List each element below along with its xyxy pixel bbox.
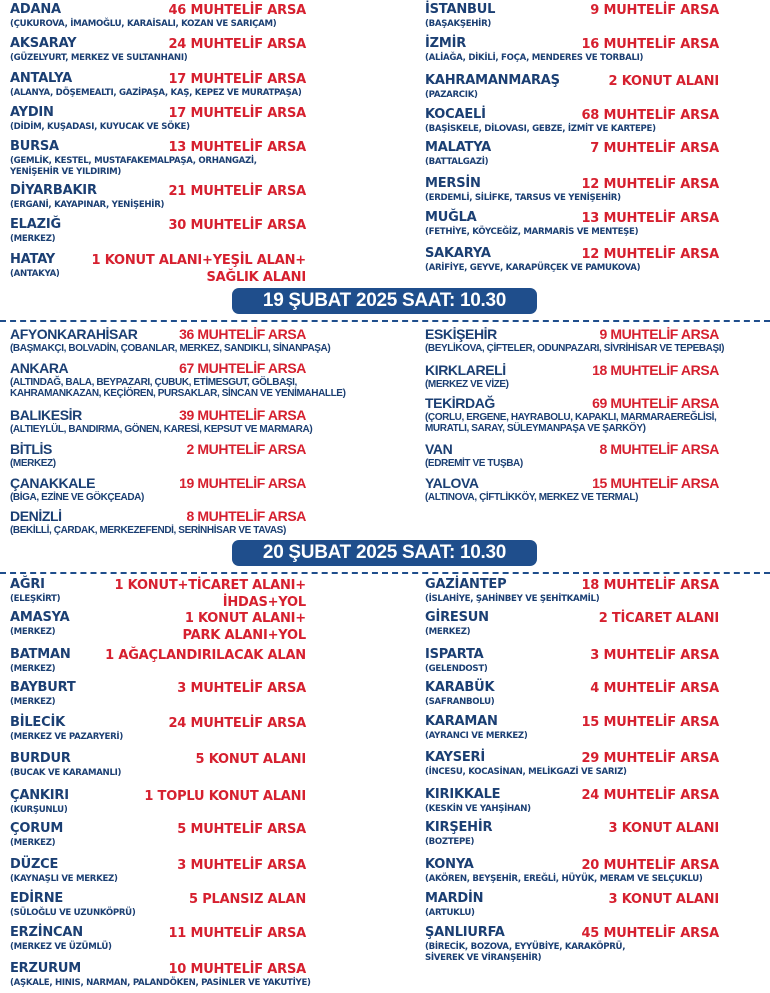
- parcel-count: 9 MUHTELİF ARSA: [590, 3, 719, 18]
- parcel-count: 24 MUHTELİF ARSA: [168, 37, 306, 52]
- province-name: KOCAELİ: [425, 107, 486, 122]
- province-name: HATAY: [10, 252, 56, 267]
- district-list: (BUCAK VE KARAMANLI): [10, 768, 122, 778]
- district-list: (MERKEZ): [10, 838, 56, 848]
- district-list: (ERDEMLİ, SİLİFKE, TARSUS VE YENİŞEHİR): [425, 193, 621, 203]
- province-name: ŞANLIURFA: [425, 925, 505, 940]
- province-name: ELAZIĞ: [10, 217, 61, 232]
- parcel-count: 12 MUHTELİF ARSA: [581, 247, 719, 262]
- province-name: ERZİNCAN: [10, 925, 83, 940]
- province-name: KONYA: [425, 857, 474, 872]
- date-banner: 20 ŞUBAT 2025 SAAT: 10.30: [232, 540, 537, 566]
- province-name: EDİRNE: [10, 891, 64, 906]
- parcel-count: 17 MUHTELİF ARSA: [168, 106, 306, 121]
- province-name: ANTALYA: [10, 71, 72, 86]
- parcel-count: 24 MUHTELİF ARSA: [168, 716, 306, 731]
- parcel-count: 4 MUHTELİF ARSA: [590, 681, 719, 696]
- province-name: ÇORUM: [10, 821, 64, 836]
- province-name: BURSA: [10, 139, 59, 154]
- district-list: (GEMLİK, KESTEL, MUSTAFAKEMALPAŞA, ORHANGAZİ, YENİŞEHİR VE YILDIRIM): [10, 156, 257, 177]
- district-list: (ÇUKUROVA, İMAMOĞLU, KARAİSALI, KOZAN VE SARIÇAM): [10, 19, 277, 29]
- district-list: (ARTUKLU): [425, 908, 475, 918]
- parcel-count: 3 MUHTELİF ARSA: [590, 648, 719, 663]
- district-list: (MERKEZ): [10, 458, 56, 469]
- parcel-count: 12 MUHTELİF ARSA: [581, 177, 719, 192]
- parcel-count: 46 MUHTELİF ARSA: [168, 3, 306, 18]
- parcel-count: 15 MUHTELİF ARSA: [581, 715, 719, 730]
- district-list: (BAŞAKŞEHİR): [425, 19, 492, 29]
- parcel-count: 17 MUHTELİF ARSA: [168, 72, 306, 87]
- province-name: MALATYA: [425, 140, 492, 155]
- province-name: BİTLİS: [10, 441, 52, 457]
- district-list: (BİRECİK, BOZOVA, EYYÜBİYE, KARAKÖPRÜ, SİVEREK VE VİRANŞEHİR): [425, 942, 626, 963]
- district-list: (ALTIEYLÜL, BANDIRMA, GÖNEN, KARESİ, KEPSUT VE MARMARA): [10, 424, 313, 435]
- province-name: ADANA: [10, 2, 61, 17]
- district-list: (ALİAĞA, DİKİLİ, FOÇA, MENDERES VE TORBALI): [425, 53, 644, 63]
- province-name: BALIKESİR: [10, 407, 82, 423]
- parcel-count: 1 KONUT+TİCARET ALANI+ İHDAS+YOL: [114, 578, 306, 610]
- parcel-count: 9 MUHTELİF ARSA: [599, 326, 719, 342]
- province-name: BAYBURT: [10, 680, 76, 695]
- province-name: GAZİANTEP: [425, 577, 507, 592]
- parcel-count: 3 MUHTELİF ARSA: [177, 858, 306, 873]
- province-name: BİLECİK: [10, 715, 65, 730]
- province-name: AYDIN: [10, 105, 54, 120]
- parcel-count: 5 KONUT ALANI: [195, 752, 306, 767]
- parcel-count: 1 KONUT ALANI+ PARK ALANI+YOL: [182, 611, 306, 643]
- district-list: (AKÖREN, BEYŞEHİR, EREĞLİ, HÜYÜK, MERAM VE SELÇUKLU): [425, 874, 703, 884]
- province-name: YALOVA: [425, 475, 479, 491]
- district-list: (ALANYA, DÖŞEMEALTI, GAZİPAŞA, KAŞ, KEPEZ VE MURATPAŞA): [10, 88, 302, 98]
- province-name: KIRIKKALE: [425, 787, 501, 802]
- province-name: DENİZLİ: [10, 508, 62, 524]
- district-list: (İNCESU, KOCASİNAN, MELİKGAZİ VE SARIZ): [425, 767, 627, 777]
- district-list: (ELEŞKİRT): [10, 594, 61, 604]
- district-list: (KAYNAŞLI VE MERKEZ): [10, 874, 118, 884]
- province-name: KIRŞEHİR: [425, 820, 493, 835]
- province-name: ÇANAKKALE: [10, 475, 96, 491]
- parcel-count: 69 MUHTELİF ARSA: [592, 395, 719, 411]
- district-list: (BAŞİSKELE, DİLOVASI, GEBZE, İZMİT VE KARTEPE): [425, 124, 656, 134]
- district-list: (MERKEZ): [10, 234, 56, 244]
- parcel-count: 1 KONUT ALANI+YEŞİL ALAN+ SAĞLIK ALANI: [91, 253, 306, 285]
- district-list: (MERKEZ): [425, 627, 471, 637]
- parcel-count: 1 TOPLU KONUT ALANI: [144, 789, 306, 804]
- parcel-count: 2 TİCARET ALANI: [598, 611, 719, 626]
- parcel-count: 8 MUHTELİF ARSA: [599, 441, 719, 457]
- district-list: (BAŞMAKÇI, BOLVADİN, ÇOBANLAR, MERKEZ, SANDIKLI, SİNANPAŞA): [10, 343, 331, 354]
- province-name: KARABÜK: [425, 680, 495, 695]
- parcel-count: 11 MUHTELİF ARSA: [168, 926, 306, 941]
- parcel-count: 13 MUHTELİF ARSA: [168, 140, 306, 155]
- district-list: (GELENDOST): [425, 664, 488, 674]
- parcel-count: 20 MUHTELİF ARSA: [581, 858, 719, 873]
- province-name: AMASYA: [10, 610, 70, 625]
- district-list: (ÇORLU, ERGENE, HAYRABOLU, KAPAKLI, MARMARAEREĞLİSİ, MURATLI, SARAY, SÜLEYMANPAŞA VE ŞARKÖY): [425, 412, 717, 434]
- parcel-count: 3 KONUT ALANI: [608, 821, 719, 836]
- district-list: (BATTALGAZİ): [425, 157, 489, 167]
- parcel-count: 8 MUHTELİF ARSA: [186, 508, 306, 524]
- province-name: ÇANKIRI: [10, 788, 69, 803]
- district-list: (MERKEZ VE VİZE): [425, 379, 509, 390]
- province-name: MUĞLA: [425, 210, 477, 225]
- province-name: AĞRI: [10, 577, 45, 592]
- parcel-count: 67 MUHTELİF ARSA: [179, 360, 306, 376]
- parcel-count: 24 MUHTELİF ARSA: [581, 788, 719, 803]
- parcel-count: 68 MUHTELİF ARSA: [581, 108, 719, 123]
- parcel-count: 16 MUHTELİF ARSA: [581, 37, 719, 52]
- province-name: DİYARBAKIR: [10, 183, 97, 198]
- district-list: (MERKEZ VE PAZARYERİ): [10, 732, 123, 742]
- dashed-divider: [0, 320, 770, 322]
- province-name: KAHRAMANMARAŞ: [425, 73, 560, 88]
- parcel-count: 1 AĞAÇLANDIRILACAK ALAN: [105, 648, 306, 663]
- province-name: GİRESUN: [425, 610, 489, 625]
- province-name: KIRKLARELİ: [425, 362, 506, 378]
- parcel-count: 45 MUHTELİF ARSA: [581, 926, 719, 941]
- parcel-count: 21 MUHTELİF ARSA: [168, 184, 306, 199]
- district-list: (ERGANİ, KAYAPINAR, YENİŞEHİR): [10, 200, 165, 210]
- province-name: İSTANBUL: [425, 2, 496, 17]
- district-list: (SAFRANBOLU): [425, 697, 495, 707]
- parcel-count: 18 MUHTELİF ARSA: [592, 362, 719, 378]
- district-list: (AŞKALE, HINIS, NARMAN, PALANDÖKEN, PASİNLER VE YAKUTİYE): [10, 978, 311, 988]
- district-list: (KESKİN VE YAHŞİHAN): [425, 804, 531, 814]
- district-list: (ANTAKYA): [10, 269, 60, 279]
- district-list: (ALTINOVA, ÇİFTLİKKÖY, MERKEZ VE TERMAL): [425, 492, 639, 503]
- province-name: BURDUR: [10, 751, 71, 766]
- district-list: (MERKEZ): [10, 664, 56, 674]
- district-list: (ALTINDAĞ, BALA, BEYPAZARI, ÇUBUK, ETİMESGUT, GÖLBAŞI, KAHRAMANKAZAN, KEÇİÖREN, PURSAKLAR, SİNCAN VE YENİMAHALLE): [10, 377, 346, 399]
- parcel-count: 15 MUHTELİF ARSA: [592, 475, 719, 491]
- province-name: DÜZCE: [10, 857, 59, 872]
- parcel-count: 3 KONUT ALANI: [608, 892, 719, 907]
- dashed-divider: [0, 572, 770, 574]
- province-name: TEKİRDAĞ: [425, 395, 495, 411]
- province-name: ESKİŞEHİR: [425, 326, 497, 342]
- parcel-count: 36 MUHTELİF ARSA: [179, 326, 306, 342]
- district-list: (BİGA, EZİNE VE GÖKÇEADA): [10, 492, 144, 503]
- parcel-count: 39 MUHTELİF ARSA: [179, 407, 306, 423]
- parcel-count: 10 MUHTELİF ARSA: [168, 962, 306, 977]
- date-banner: 19 ŞUBAT 2025 SAAT: 10.30: [232, 288, 537, 314]
- province-name: ISPARTA: [425, 647, 484, 662]
- province-name: BATMAN: [10, 647, 71, 662]
- parcel-count: 2 MUHTELİF ARSA: [186, 441, 306, 457]
- district-list: (PAZARCIK): [425, 90, 478, 100]
- district-list: (EDREMİT VE TUŞBA): [425, 458, 523, 469]
- province-name: SAKARYA: [425, 246, 491, 261]
- district-list: (DİDİM, KUŞADASI, KUYUCAK VE SÖKE): [10, 122, 190, 132]
- district-list: (KURŞUNLU): [10, 805, 68, 815]
- province-name: AFYONKARAHİSAR: [10, 326, 138, 342]
- province-name: MERSİN: [425, 176, 481, 191]
- province-name: VAN: [425, 441, 453, 457]
- parcel-count: 2 KONUT ALANI: [608, 74, 719, 89]
- parcel-count: 30 MUHTELİF ARSA: [168, 218, 306, 233]
- province-name: AKSARAY: [10, 36, 77, 51]
- parcel-count: 18 MUHTELİF ARSA: [581, 578, 719, 593]
- parcel-count: 29 MUHTELİF ARSA: [581, 751, 719, 766]
- province-name: KARAMAN: [425, 714, 498, 729]
- district-list: (MERKEZ): [10, 627, 56, 637]
- district-list: (MERKEZ VE ÜZÜMLÜ): [10, 942, 112, 952]
- parcel-count: 13 MUHTELİF ARSA: [581, 211, 719, 226]
- district-list: (AYRANCI VE MERKEZ): [425, 731, 528, 741]
- parcel-count: 19 MUHTELİF ARSA: [179, 475, 306, 491]
- district-list: (FETHİYE, KÖYCEĞİZ, MARMARİS VE MENTEŞE): [425, 227, 639, 237]
- parcel-count: 5 PLANSIZ ALAN: [189, 892, 306, 907]
- district-list: (BEYLİKOVA, ÇİFTELER, ODUNPAZARI, SİVRİHİSAR VE TEPEBAŞI): [425, 343, 725, 354]
- parcel-count: 5 MUHTELİF ARSA: [177, 822, 306, 837]
- parcel-count: 3 MUHTELİF ARSA: [177, 681, 306, 696]
- parcel-count: 7 MUHTELİF ARSA: [590, 141, 719, 156]
- district-list: (MERKEZ): [10, 697, 56, 707]
- province-name: ERZURUM: [10, 961, 81, 976]
- province-name: MARDİN: [425, 891, 484, 906]
- district-list: (İSLAHİYE, ŞAHİNBEY VE ŞEHİTKAMİL): [425, 594, 600, 604]
- district-list: (ARİFİYE, GEYVE, KARAPÜRÇEK VE PAMUKOVA): [425, 263, 641, 273]
- province-name: ANKARA: [10, 360, 69, 376]
- district-list: (BEKİLLİ, ÇARDAK, MERKEZEFENDİ, SERİNHİSAR VE TAVAS): [10, 525, 286, 536]
- province-name: İZMİR: [425, 36, 467, 51]
- district-list: (SÜLOĞLU VE UZUNKÖPRÜ): [10, 908, 136, 918]
- district-list: (GÜZELYURT, MERKEZ VE SULTANHANI): [10, 53, 188, 63]
- province-name: KAYSERİ: [425, 750, 485, 765]
- district-list: (BOZTEPE): [425, 837, 475, 847]
